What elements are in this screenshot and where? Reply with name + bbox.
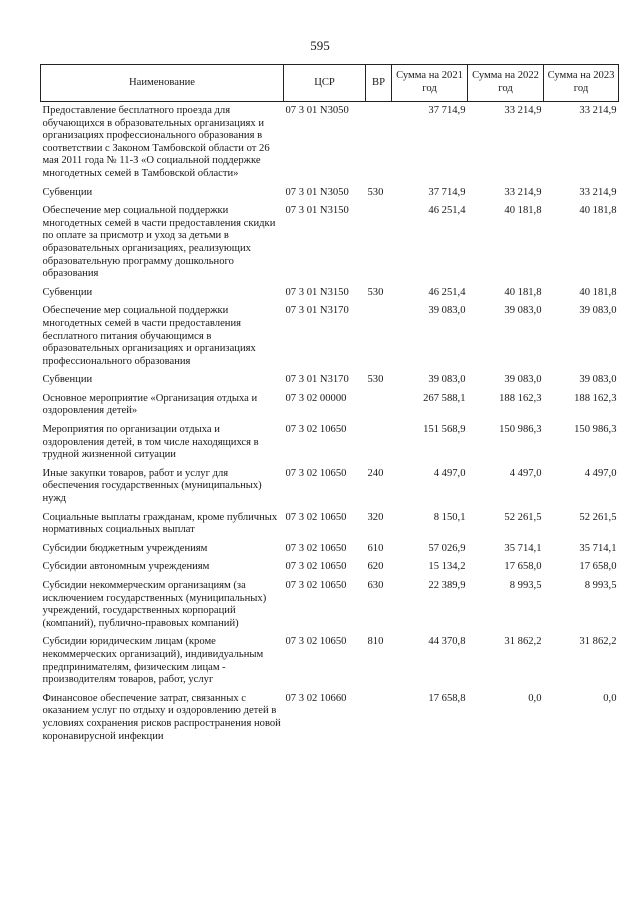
row-vr: 530: [367, 374, 384, 386]
row-name: Социальные выплаты гражданам, кроме публичных нормативных социальных выплат: [42, 511, 278, 536]
row-csr: 07 3 02 10650: [285, 636, 347, 648]
row-name: Субвенции: [42, 374, 93, 386]
row-vr: [366, 390, 392, 421]
row-sum-2021: 8 150,1: [433, 511, 466, 523]
row-sum-2023: 188 162,3: [574, 392, 617, 404]
row-sum-2023: 39 083,0: [579, 374, 617, 386]
row-vr: [366, 302, 392, 371]
row-vr: 530: [367, 186, 384, 198]
table-row: [41, 202, 619, 284]
header-name: Наименование: [41, 65, 284, 102]
row-sum-2022: 39 083,0: [504, 305, 542, 317]
row-sum-2023: 150 986,3: [574, 424, 617, 436]
row-sum-2021: 15 134,2: [428, 561, 466, 573]
row-sum-2021: 39 083,0: [428, 305, 466, 317]
row-sum-2021: 46 251,4: [428, 205, 466, 217]
row-name: Обеспечение мер социальной поддержки многодетных семей в части предоставления скидки по оплате за присмотр и уход за детьми в образовательных организациях, реализующих образовательную программу дошкольного образования: [42, 205, 276, 280]
row-sum-2023: 40 181,8: [579, 286, 617, 298]
row-sum-2022: 40 181,8: [504, 286, 542, 298]
row-sum-2022: 31 862,2: [504, 636, 542, 648]
table-row: [41, 184, 619, 203]
row-csr: 07 3 01 N3170: [285, 305, 349, 317]
row-name: Субсидии некоммерческим организациям (за исключением государственных (муниципальных) учреждений, государственных корпораций (компаний), публично-правовых компаний): [42, 580, 267, 629]
row-sum-2023: 35 714,1: [579, 542, 617, 554]
row-vr: [366, 421, 392, 465]
row-csr: 07 3 02 10650: [285, 580, 347, 591]
row-vr: [366, 690, 392, 746]
row-csr: 07 3 02 00000: [285, 392, 347, 404]
header-sum-2021: Сумма на 2021 год: [392, 65, 468, 102]
row-sum-2021: 4 497,0: [433, 467, 466, 479]
row-sum-2023: 8 993,5: [584, 580, 617, 591]
row-sum-2021: 46 251,4: [428, 286, 466, 298]
row-vr: [366, 202, 392, 284]
row-csr: 07 3 02 10650: [285, 467, 347, 479]
table-row: [41, 690, 619, 746]
table-row: [41, 102, 619, 184]
row-csr: 07 3 02 10660: [285, 692, 347, 704]
row-sum-2023: 40 181,8: [579, 205, 617, 217]
row-sum-2022: 0,0: [528, 692, 542, 704]
budget-table: [40, 64, 619, 746]
row-sum-2022: 35 714,1: [504, 542, 542, 554]
table-row: [41, 390, 619, 421]
table-row: [41, 633, 619, 689]
row-name: Обеспечение мер социальной поддержки многодетных семей в части предоставления бесплатного питания обучающимся в образовательных организациях и организациях профессионального образования: [42, 305, 256, 367]
row-name: Субвенции: [42, 286, 93, 298]
row-csr: 07 3 02 10650: [285, 561, 347, 573]
table-row: [41, 540, 619, 559]
row-vr: 620: [367, 561, 384, 573]
table-body: [41, 102, 619, 747]
row-sum-2022: 33 214,9: [504, 186, 542, 198]
row-csr: 07 3 02 10650: [285, 542, 347, 554]
row-sum-2023: 4 497,0: [584, 467, 617, 479]
row-name: Финансовое обеспечение затрат, связанных с оказанием услуг по отдыху и оздоровлению детей в условиях сохранения рисков распространения новой коронавирусной инфекции: [42, 692, 281, 742]
row-sum-2021: 37 714,9: [428, 186, 466, 198]
row-vr: 610: [367, 542, 384, 554]
row-csr: 07 3 01 N3150: [285, 286, 349, 298]
row-vr: [366, 102, 392, 184]
row-vr: 810: [367, 636, 384, 648]
table-row: [41, 284, 619, 303]
header-vr: ВР: [366, 65, 392, 102]
table-row: [41, 302, 619, 371]
row-sum-2023: 33 214,9: [579, 186, 617, 198]
row-sum-2023: 52 261,5: [579, 511, 617, 523]
row-csr: 07 3 01 N3050: [285, 186, 349, 198]
row-vr: 320: [367, 511, 384, 523]
row-sum-2021: 267 588,1: [423, 392, 466, 404]
table-row: [41, 465, 619, 509]
row-sum-2021: 151 568,9: [423, 424, 466, 436]
table-row: [41, 558, 619, 577]
row-sum-2022: 52 261,5: [504, 511, 542, 523]
row-csr: 07 3 02 10650: [285, 511, 347, 523]
table-row: [41, 577, 619, 633]
header-csr: ЦСР: [284, 65, 366, 102]
row-sum-2023: 17 658,0: [579, 561, 617, 573]
header-sum-2023: Сумма на 2023 год: [544, 65, 619, 102]
row-csr: 07 3 02 10650: [285, 424, 347, 436]
row-vr: 630: [367, 580, 384, 591]
row-sum-2021: 39 083,0: [428, 374, 466, 386]
row-sum-2022: 4 497,0: [509, 467, 542, 479]
row-sum-2022: 8 993,5: [509, 580, 542, 591]
table-row: [41, 421, 619, 465]
row-sum-2021: 37 714,9: [428, 105, 466, 116]
table-row: [41, 371, 619, 390]
row-sum-2023: 39 083,0: [579, 305, 617, 317]
row-csr: 07 3 01 N3150: [285, 205, 349, 217]
row-sum-2022: 150 986,3: [499, 424, 542, 436]
row-name: Основное мероприятие «Организация отдыха и оздоровления детей»: [42, 392, 258, 417]
row-name: Иные закупки товаров, работ и услуг для обеспечения государственных (муниципальных) нужд: [42, 467, 262, 505]
row-sum-2021: 57 026,9: [428, 542, 466, 554]
row-vr: 240: [367, 467, 384, 479]
row-name: Субсидии бюджетным учреждениям: [42, 542, 208, 554]
row-sum-2022: 188 162,3: [499, 392, 542, 404]
table-row: [41, 509, 619, 540]
row-sum-2023: 31 862,2: [579, 636, 617, 648]
header-sum-2022: Сумма на 2022 год: [468, 65, 544, 102]
row-sum-2021: 22 389,9: [428, 580, 466, 591]
row-sum-2023: 0,0: [603, 692, 617, 704]
row-name: Субсидии автономным учреждениям: [42, 561, 210, 573]
row-name: Предоставление бесплатного проезда для обучающихся в образовательных организациях и организациях профессионального образования в соответствии с Законом Тамбовской области от 26 мая 2011 года № 11-З «О социальной поддержке многодетных семей в Тамбовской области»: [42, 105, 270, 179]
row-sum-2023: 33 214,9: [579, 105, 617, 116]
page-number: 595: [310, 38, 330, 53]
row-csr: 07 3 01 N3050: [285, 105, 349, 116]
row-vr: 530: [367, 286, 384, 298]
row-sum-2022: 33 214,9: [504, 105, 542, 116]
row-name: Субвенции: [42, 186, 93, 198]
table-header-row: [41, 65, 619, 102]
row-name: Субсидии юридическим лицам (кроме некоммерческих организаций), индивидуальным предпринимателям, физическим лицам - производителям товаров, работ, услуг: [42, 636, 264, 686]
row-sum-2022: 40 181,8: [504, 205, 542, 217]
row-sum-2021: 17 658,8: [428, 692, 466, 704]
row-csr: 07 3 01 N3170: [285, 374, 349, 386]
row-sum-2022: 39 083,0: [504, 374, 542, 386]
row-name: Мероприятия по организации отдыха и оздоровления детей, в том числе находящихся в трудной жизненной ситуации: [42, 424, 259, 461]
row-sum-2021: 44 370,8: [428, 636, 466, 648]
row-sum-2022: 17 658,0: [504, 561, 542, 573]
